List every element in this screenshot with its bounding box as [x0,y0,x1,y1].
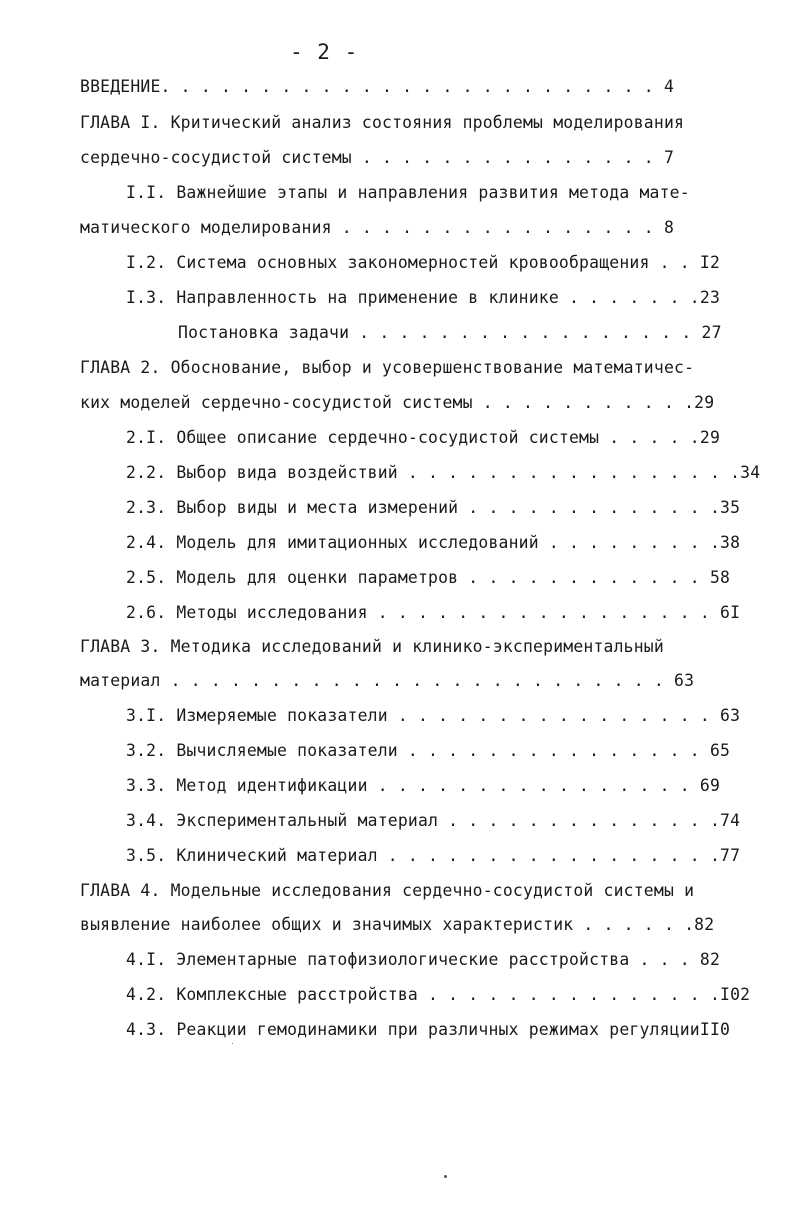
toc-section-2-4: 2.4. Модель для имитационных исследований . . . . . . . . .38 [126,533,741,552]
toc-chapter-2-title-cont: ких моделей сердечно-сосудистой системы . . . . . . . . . . .29 [80,393,715,412]
toc-section-1-2: I.2. Система основных закономерностей кровообращения . . I2 [126,253,721,272]
toc-problem-statement: Постановка задачи . . . . . . . . . . . . . . . . . 27 [178,323,722,342]
toc-entry-introduction: ВВЕДЕНИЕ. . . . . . . . . . . . . . . . . . . . . . . . . 4 [80,77,675,96]
toc-section-3-4: 3.4. Экспериментальный материал . . . . . . . . . . . . . .74 [126,811,741,830]
toc-section-4-2: 4.2. Комплексные расстройства . . . . . . . . . . . . . . .I02 [126,985,751,1004]
toc-section-2-3: 2.3. Выбор виды и места измерений . . . . . . . . . . . . .35 [126,498,741,517]
toc-section-3-2: 3.2. Вычисляемые показатели . . . . . . . . . . . . . . . 65 [126,741,731,760]
toc-chapter-4-title: ГЛАВА 4. Модельные исследования сердечно-сосудистой системы и [80,881,695,900]
toc-chapter-3-title-cont: материал . . . . . . . . . . . . . . . . . . . . . . . . . 63 [80,671,695,690]
toc-section-4-1: 4.I. Элементарные патофизиологические расстройства . . . 82 [126,950,721,969]
toc-section-1-3: I.3. Направленность на применение в клинике . . . . . . .23 [126,288,721,307]
scan-speck [444,1175,447,1178]
toc-section-4-3: 4.3. Реакции гемодинамики при различных режимах регуляцииII0 [126,1020,731,1039]
toc-section-3-5: 3.5. Клинический материал . . . . . . . . . . . . . . . . .77 [126,846,741,865]
scan-speck [232,1043,233,1044]
toc-section-2-5: 2.5. Модель для оценки параметров . . . . . . . . . . . . 58 [126,568,731,587]
toc-section-2-2: 2.2. Выбор вида воздействий . . . . . . . . . . . . . . . . .34 [126,463,761,482]
toc-section-3-1: 3.I. Измеряемые показатели . . . . . . . . . . . . . . . . 63 [126,706,741,725]
toc-section-3-3: 3.3. Метод идентификации . . . . . . . . . . . . . . . . 69 [126,776,721,795]
toc-chapter-1-title: ГЛАВА I. Критический анализ состояния проблемы моделирования [80,113,685,132]
toc-section-1-1-cont: матического моделирования . . . . . . . . . . . . . . . . 8 [80,218,675,237]
toc-section-2-6: 2.6. Методы исследования . . . . . . . . . . . . . . . . . 6I [126,603,741,622]
toc-chapter-3-title: ГЛАВА 3. Методика исследований и клинико-экспериментальный [80,637,664,656]
toc-chapter-2-title: ГЛАВА 2. Обоснование, выбор и усовершенствование математичес- [80,358,695,377]
toc-section-1-1: I.I. Важнейшие этапы и направления развития метода мате- [126,183,690,202]
toc-section-2-1: 2.I. Общее описание сердечно-сосудистой системы . . . . .29 [126,428,721,447]
toc-chapter-1-title-cont: сердечно-сосудистой системы . . . . . . . . . . . . . . . 7 [80,148,675,167]
page-number: - 2 - [290,40,359,64]
toc-chapter-4-title-cont: выявление наиболее общих и значимых характеристик . . . . . .82 [80,915,715,934]
